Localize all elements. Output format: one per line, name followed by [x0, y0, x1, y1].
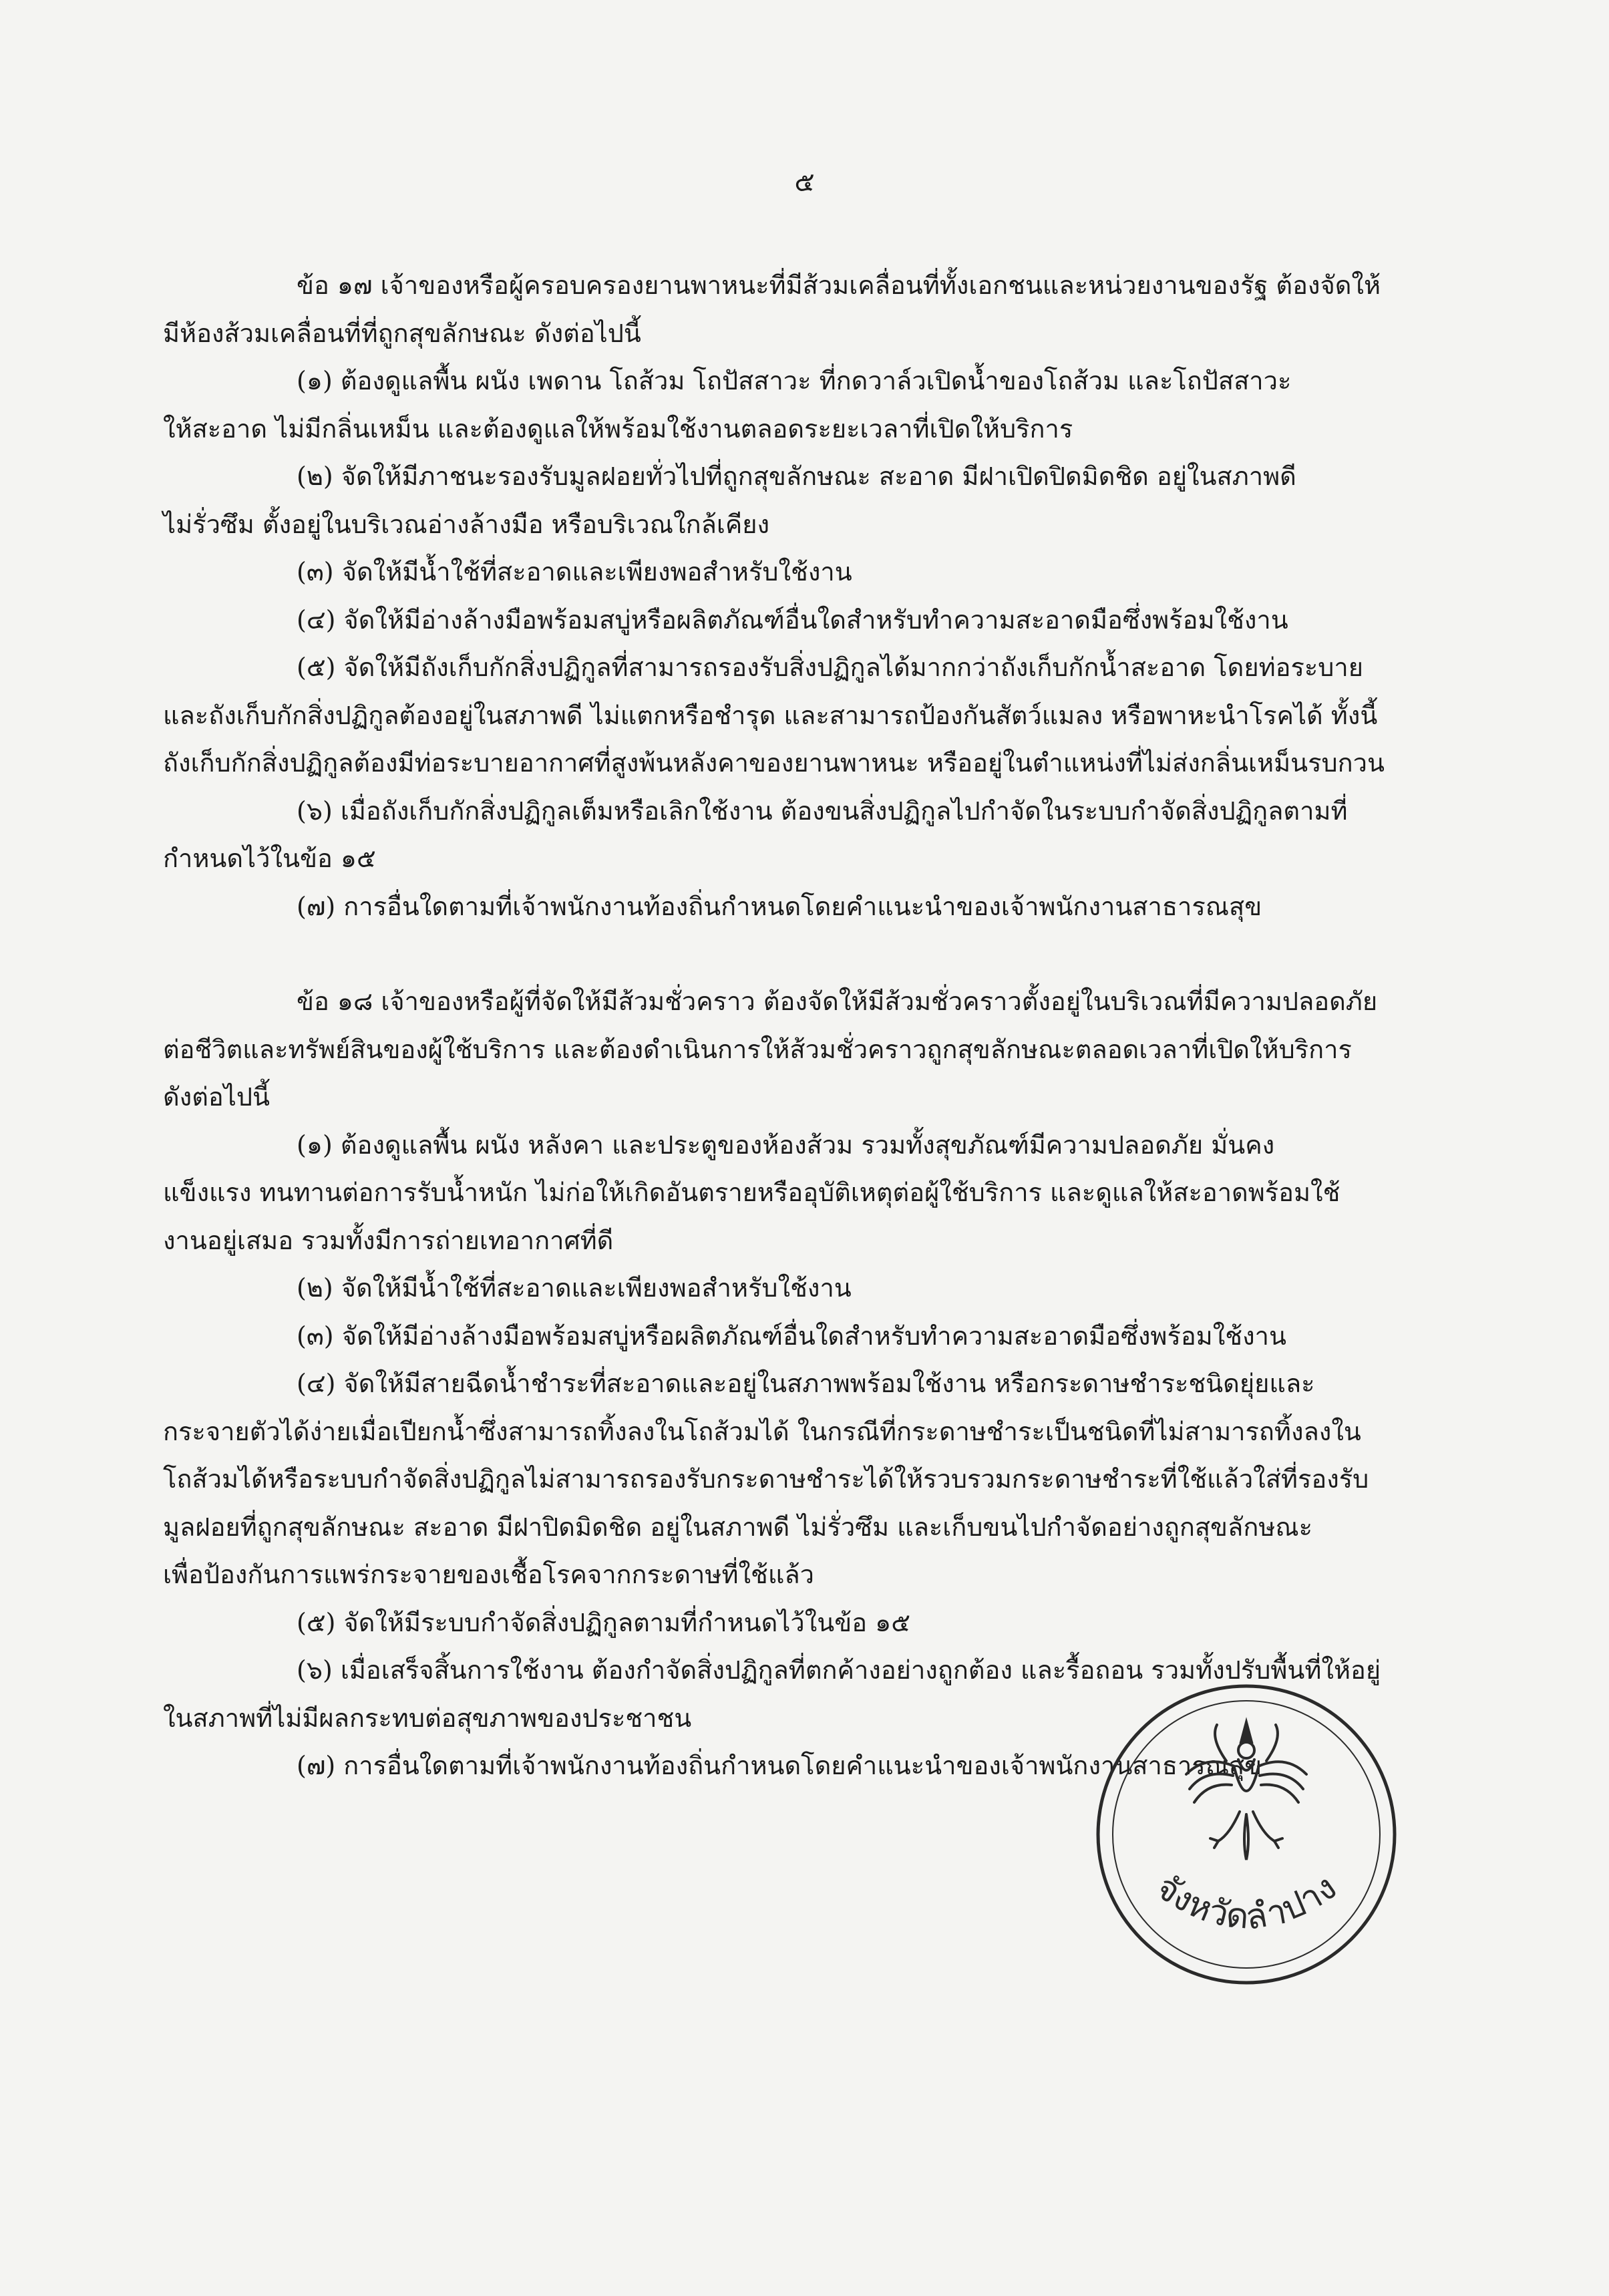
- section-17-item-6: (๖) เมื่อถังเก็บกักสิ่งปฏิกูลเต็มหรือเลิกใช้งาน ต้องขนสิ่งปฏิกูลไปกำจัดในระบบกำจัดสิ่งปฏิกูลตามที่: [297, 796, 1348, 826]
- section-18-item-5: (๕) จัดให้มีระบบกำจัดสิ่งปฏิกูลตามที่กำหนดไว้ในข้อ ๑๕: [297, 1607, 911, 1637]
- section-18-item-4: (๔) จัดให้มีสายฉีดน้ำชำระที่สะอาดและอยู่ในสภาพพร้อมใช้งาน หรือกระดาษชำระชนิดยุ่ยและ: [297, 1369, 1315, 1398]
- document-body: [163, 262, 1425, 1790]
- section-17-heading-line: มีห้องส้วมเคลื่อนที่ที่ถูกสุขลักษณะ ดังต่อไปนี้: [163, 318, 641, 348]
- section-17-item-6-cont: กำหนดไว้ในข้อ ๑๕: [163, 844, 376, 873]
- official-seal: [1093, 1681, 1400, 1988]
- section-spacer: [163, 931, 1425, 978]
- section-17-item-7: (๗) การอื่นใดตามที่เจ้าพนักงานท้องถิ่นกำหนดโดยคำแนะนำของเจ้าพนักงานสาธารณสุข: [297, 891, 1262, 921]
- section-18-item-6: (๖) เมื่อเสร็จสิ้นการใช้งาน ต้องกำจัดสิ่งปฏิกูลที่ตกค้างอย่างถูกต้อง และรื้อถอน รวมทั้งปรับพื้นที่ให้อยู่: [297, 1655, 1381, 1685]
- garuda-emblem-icon: [1186, 1722, 1306, 1860]
- section-17-item-5: (๕) จัดให้มีถังเก็บกักสิ่งปฏิกูลที่สามารถรองรับสิ่งปฏิกูลได้มากกว่าถังเก็บกักน้ำสะอาด โดยท่อระบาย: [297, 653, 1364, 682]
- section-18-item-4-cont: เพื่อป้องกันการแพร่กระจายของเชื้อโรคจากกระดาษที่ใช้แล้ว: [163, 1560, 814, 1589]
- section-18-heading-line: ต่อชีวิตและทรัพย์สินของผู้ใช้บริการ และต้องดำเนินการให้ส้วมชั่วคราวถูกสุขลักษณะตลอดเวลาที่เปิดให้บริการ: [163, 1034, 1352, 1064]
- section-18-item-4-cont: มูลฝอยที่ถูกสุขลักษณะ สะอาด มีฝาปิดมิดชิด อยู่ในสภาพดี ไม่รั่วซึม และเก็บขนไปกำจัดอย่างถูกสุขลักษณะ: [163, 1512, 1313, 1542]
- section-17-item-5-cont: ถังเก็บกักสิ่งปฏิกูลต้องมีท่อระบายอากาศที่สูงพ้นหลังคาของยานพาหนะ หรืออยู่ในตำแหน่งที่ไม่ส่งกลิ่นเหม็นรบกวน: [163, 748, 1385, 778]
- section-18-item-1: (๑) ต้องดูแลพื้น ผนัง หลังคา และประตูของห้องส้วม รวมทั้งสุขภัณฑ์มีความปลอดภัย มั่นคง: [297, 1130, 1275, 1160]
- section-17-item-2-cont: ไม่รั่วซึม ตั้งอยู่ในบริเวณอ่างล้างมือ หรือบริเวณใกล้เคียง: [163, 509, 770, 539]
- section-18-item-7: (๗) การอื่นใดตามที่เจ้าพนักงานท้องถิ่นกำหนดโดยคำแนะนำของเจ้าพนักงานสาธารณสุข: [297, 1751, 1262, 1780]
- seal-text: จังหวัดลำปาง: [1148, 1867, 1345, 1939]
- section-17-item-2: (๒) จัดให้มีภาชนะรองรับมูลฝอยทั่วไปที่ถูกสุขลักษณะ สะอาด มีฝาเปิดปิดมิดชิด อยู่ในสภาพดี: [297, 462, 1296, 491]
- section-18-item-1-cont: แข็งแรง ทนทานต่อการรับน้ำหนัก ไม่ก่อให้เกิดอันตรายหรืออุบัติเหตุต่อผู้ใช้บริการ และดูแลให้สะอาดพร้อมใช้: [163, 1178, 1340, 1207]
- section-18-item-3: (๓) จัดให้มีอ่างล้างมือพร้อมสบู่หรือผลิตภัณฑ์อื่นใดสำหรับทำความสะอาดมือซึ่งพร้อมใช้งาน: [297, 1321, 1286, 1351]
- section-17-item-5-cont: และถังเก็บกักสิ่งปฏิกูลต้องอยู่ในสภาพดี ไม่แตกหรือชำรุด และสามารถป้องกันสัตว์แมลง หรือพาหะนำโรคได้ ทั้งนี้: [163, 700, 1378, 730]
- section-17-item-1-cont: ให้สะอาด ไม่มีกลิ่นเหม็น และต้องดูแลให้พร้อมใช้งานตลอดระยะเวลาที่เปิดให้บริการ: [163, 414, 1073, 444]
- section-17: [163, 262, 1425, 931]
- page-number: ๕: [794, 167, 815, 198]
- section-18-heading-line: ข้อ ๑๘ เจ้าของหรือผู้ที่จัดให้มีส้วมชั่วคราว ต้องจัดให้มีส้วมชั่วคราวตั้งอยู่ในบริเวณที่มีความปลอดภัย: [297, 987, 1378, 1016]
- section-18-item-4-cont: โถส้วมได้หรือระบบกำจัดสิ่งปฏิกูลไม่สามารถรองรับกระดาษชำระได้ให้รวบรวมกระดาษชำระที่ใช้แล้วใส่ที่รองรับ: [163, 1464, 1369, 1494]
- section-18-item-6-cont: ในสภาพที่ไม่มีผลกระทบต่อสุขภาพของประชาชน: [163, 1703, 692, 1733]
- section-18-heading-line: ดังต่อไปนี้: [163, 1082, 270, 1112]
- section-17-heading-line: ข้อ ๑๗ เจ้าของหรือผู้ครอบครองยานพาหนะที่มีส้วมเคลื่อนที่ทั้งเอกชนและหน่วยงานของรัฐ ต้องจัดให้: [297, 271, 1381, 300]
- section-17-item-1: (๑) ต้องดูแลพื้น ผนัง เพดาน โถส้วม โถปัสสาวะ ที่กดวาล์วเปิดน้ำของโถส้วม และโถปัสสาวะ: [297, 366, 1292, 395]
- section-18: [163, 978, 1425, 1790]
- section-18-item-1-cont: งานอยู่เสมอ รวมทั้งมีการถ่ายเทอากาศที่ดี: [163, 1225, 614, 1255]
- section-17-item-3: (๓) จัดให้มีน้ำใช้ที่สะอาดและเพียงพอสำหรับใช้งาน: [297, 557, 852, 587]
- section-18-item-4-cont: กระจายตัวได้ง่ายเมื่อเปียกน้ำซึ่งสามารถทิ้งลงในโถส้วมได้ ในกรณีที่กระดาษชำระเป็นชนิดที่ไม่สามารถทิ้งลงใน: [163, 1416, 1361, 1446]
- section-17-item-4: (๔) จัดให้มีอ่างล้างมือพร้อมสบู่หรือผลิตภัณฑ์อื่นใดสำหรับทำความสะอาดมือซึ่งพร้อมใช้งาน: [297, 605, 1288, 635]
- section-18-item-2: (๒) จัดให้มีน้ำใช้ที่สะอาดและเพียงพอสำหรับใช้งาน: [297, 1273, 852, 1303]
